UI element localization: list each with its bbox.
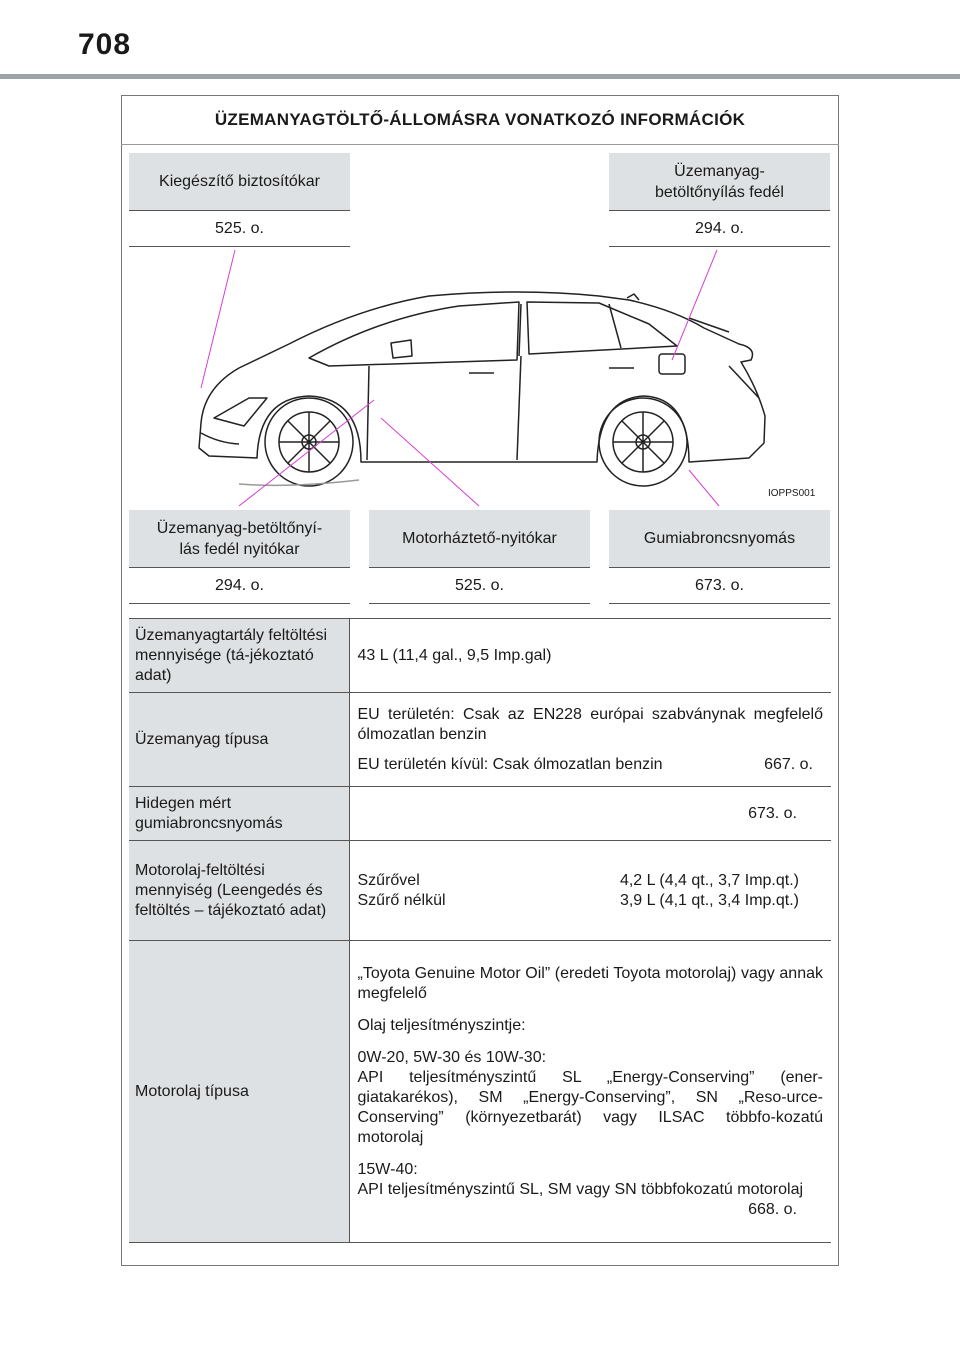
spec-value-tank: 43 L (11,4 gal., 9,5 Imp.gal) (349, 619, 831, 693)
oil-type-page: 668. o. (748, 1200, 797, 1218)
spec-row-oil-capacity (129, 841, 831, 941)
spec-row-fuel-type (129, 693, 831, 787)
spec-label-oil-type: Motorolaj típusa (129, 941, 349, 1243)
callout-label-fuse-lever: Kiegészítő biztosítókar (129, 153, 350, 211)
callout-page-fuel-door-lever: 294. o. (129, 568, 350, 604)
oil-without-filter-label: Szűrő nélkül (357, 891, 446, 909)
oil-type-p2: Olaj teljesítményszintje: (357, 1016, 526, 1034)
page-number: 708 (78, 28, 132, 61)
callout-page-fuse-lever: 525. o. (129, 212, 350, 247)
spec-row-tire-pressure (129, 787, 831, 841)
callout-page-tire-pressure: 673. o. (609, 568, 830, 604)
oil-without-filter-value: 3,9 L (4,1 qt., 3,4 Imp.qt.) (619, 891, 799, 909)
callout-label-tire-pressure: Gumiabroncsnyomás (609, 510, 830, 568)
spec-fuel-type-eu: EU területén: Csak az EN228 európai szabványnak megfelelő ólmozatlan benzin (357, 705, 823, 743)
spec-label-tire-pressure: Hidegen mért gumiabroncsnyomás (129, 787, 349, 841)
callout-label-fuel-door-lever: Üzemanyag-betöltőnyí-lás fedél nyitókar (129, 510, 350, 568)
spec-row-tank (129, 619, 831, 693)
oil-with-filter-value: 4,2 L (4,4 qt., 3,7 Imp.qt.) (619, 871, 799, 889)
oil-type-p3a: 0W-20, 5W-30 és 10W-30: (357, 1048, 547, 1066)
oil-type-p4a: 15W-40: (357, 1160, 418, 1178)
oil-type-p3b: API teljesítményszintű SL „Energy-Conserving” (ener-giatakarékos), SM „Energy-Conserving”, SN „Reso-urce-Conserving” (környezetbarát) vagy ILSAC többfo-kozatú motorolaj (357, 1068, 823, 1146)
spec-label-oil-capacity: Motorolaj-feltöltési mennyiség (Leengedés és feltöltés – tájékoztató adat) (129, 841, 349, 941)
section-title: ÜZEMANYAGTÖLTŐ-ÁLLOMÁSRA VONATKOZÓ INFORMÁCIÓK (121, 95, 839, 145)
oil-type-p1: „Toyota Genuine Motor Oil” (eredeti Toyota motorolaj) vagy annak megfelelő (357, 964, 823, 1002)
callout-page-fuel-door: 294. o. (609, 212, 830, 247)
spec-label-tank: Üzemanyagtartály feltöltési mennyisége (tá-jékoztató adat) (129, 619, 349, 693)
car-illustration (129, 248, 831, 510)
spec-fuel-type-page: 667. o. (764, 755, 813, 773)
callout-page-hood-lever: 525. o. (369, 568, 590, 604)
oil-type-p4b: API teljesítményszintű SL, SM vagy SN többfokozatú motorolaj (357, 1180, 804, 1198)
oil-with-filter-label: Szűrővel (357, 871, 420, 889)
figure-code: IOPPS001 (768, 488, 816, 499)
spec-fuel-type-non-eu: EU területén kívül: Csak ólmozatlan benzin (357, 755, 663, 773)
spec-tire-pressure-page: 673. o. (349, 787, 831, 841)
header-rule (0, 74, 960, 79)
spec-label-fuel-type: Üzemanyag típusa (129, 693, 349, 787)
callout-label-hood-lever: Motorháztető-nyitókar (369, 510, 590, 568)
spec-row-oil-type (129, 941, 831, 1243)
callout-label-fuel-door: Üzemanyag-betöltőnyílás fedél (609, 153, 830, 211)
spec-table (129, 618, 831, 1243)
